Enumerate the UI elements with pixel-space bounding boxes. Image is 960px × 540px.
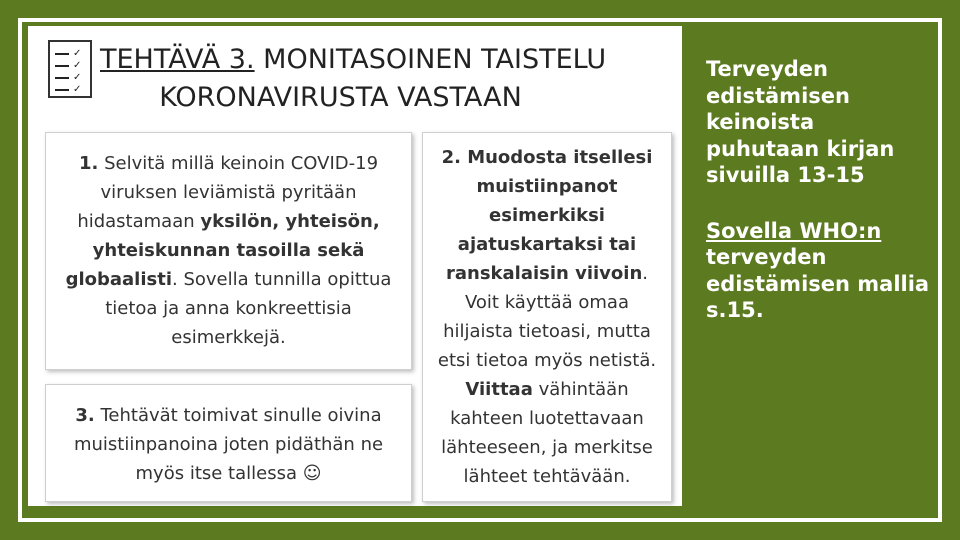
check-icon: ✓	[73, 84, 82, 95]
task-text-bold: yksilön, yhteisön, yhteiskunnan tasoilla sekä globaalisti	[65, 211, 380, 290]
check-icon: ✓	[73, 48, 82, 59]
sidebar-note-pages: Terveyden edistämisen keinoista puhutaan kirjan sivuilla 13-15	[706, 57, 895, 187]
task-heading: 2. Muodosta itsellesi muistiinpanot esimerkiksi ajatuskartaksi tai ranskalaisin viivoin	[441, 147, 653, 284]
sidebar-notes	[706, 56, 931, 324]
task-text: Tehtävät toimivat sinulle oivina muistiinpanoina joten pidäthän ne myös itse tallessa ☺	[73, 405, 384, 484]
title-prefix: TEHTÄVÄ 3.	[100, 44, 255, 75]
task-box-1	[45, 132, 412, 370]
task-box-3	[45, 384, 412, 502]
who-link[interactable]: Sovella WHO:n	[706, 218, 882, 243]
check-icon: ✓	[73, 60, 82, 71]
title-area	[48, 40, 678, 124]
check-icon: ✓	[73, 72, 82, 83]
task-number: 3.	[75, 405, 95, 426]
task-number: 1.	[78, 153, 99, 174]
checklist-row	[55, 48, 87, 60]
task-text: vähintään kahteen luotettavaan lähteeseen, ja merkitse lähteet tehtävään.	[441, 379, 653, 487]
task-text: . Voit käyttää omaa hiljaista tietoasi, mutta etsi tietoa myös netistä.	[437, 263, 657, 371]
sidebar-note-text: terveyden edistämisen mallia s.15.	[706, 245, 930, 322]
checklist-row	[55, 60, 87, 72]
page-title-line2: KORONAVIRUSTA VASTAAN	[159, 82, 522, 113]
page-title	[100, 44, 606, 75]
task-box-2	[422, 132, 672, 502]
sidebar-note-who	[706, 218, 931, 324]
title-rest: MONITASOINEN TAISTELU	[254, 44, 607, 75]
task-text: . Sovella tunnilla opittua tietoa ja anna konkreettisia esimerkkejä.	[105, 269, 392, 348]
task-text: Selvitä millä keinoin COVID-19 viruksen leviämistä pyritään hidastamaan	[77, 153, 379, 232]
task-text-bold: Viittaa	[465, 379, 533, 400]
